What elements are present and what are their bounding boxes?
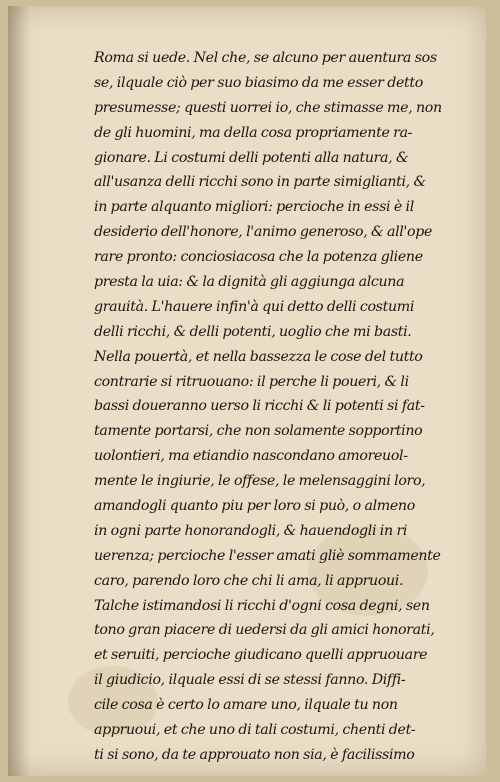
text-line: amandogli quanto piu per loro si può, o almeno [94, 498, 415, 515]
text-line: uerenza; percioche l'esser amati gliè sommamente [94, 547, 441, 564]
text-line: rare pronto: conciosiacosa che la potenza gliene [94, 249, 423, 266]
text-line: gionare. Li costumi delli potenti alla natura, & [94, 149, 409, 166]
text-line: tono gran piacere di uedersi da gli amici honorati, [94, 622, 435, 639]
text-line: Nella pouertà, et nella bassezza le cose del tutto [94, 348, 423, 365]
text-line: uolontieri, ma etiandio nascondano amoreuol- [94, 448, 408, 465]
text-line: cile cosa è certo lo amare uno, ilquale tu non [94, 697, 398, 714]
text-line: bassi doueranno uerso li ricchi & li potenti si fat- [94, 398, 425, 415]
page-gutter-shadow [8, 6, 30, 776]
text-line: tamente portarsi, che non solamente sopportino [94, 423, 423, 440]
text-line: caro, parendo loro che chi li ama, li appruoui. [94, 572, 404, 589]
text-line: contrarie si ritruouano: il perche li poueri, & li [94, 373, 409, 390]
text-line: in parte alquanto migliori: percioche in essi è il [94, 199, 414, 216]
text-line: mente le ingiurie, le offese, le melensaggini loro, [94, 473, 426, 490]
text-line: Talche istimandosi li ricchi d'ogni cosa degni, sen [94, 597, 430, 614]
text-line: Roma si uede. Nel che, se alcuno per auentura sos [94, 50, 437, 66]
text-line: all'usanza delli ricchi sono in parte simiglianti, & [94, 174, 426, 191]
text-line: de gli huomini, ma della cosa propriamente ra- [94, 124, 413, 141]
text-line: appruoui, et che uno di tali costumi, chenti det- [94, 722, 416, 739]
text-line: il giudicio, ilquale essi di se stessi fanno. Diffi- [94, 672, 406, 689]
text-line: desiderio dell'honore, l'animo generoso, & all'ope [94, 224, 432, 241]
book-page [8, 6, 486, 776]
text-line: delli ricchi, & delli potenti, uoglio che mi basti. [94, 323, 412, 340]
text-line: ti si sono, da te approuato non sia, è facilissimo [94, 746, 415, 763]
body-text [94, 46, 470, 768]
text-line: presta la uia: & la dignità gli aggiunga alcuna [94, 274, 405, 291]
text-line: et seruiti, percioche giudicano quelli appruouare [94, 647, 428, 664]
text-line: in ogni parte honorandogli, & hauendogli in ri [94, 522, 408, 539]
text-line: presumesse; questi uorrei io, che stimasse me, non [94, 99, 442, 116]
text-line: grauità. L'hauere infin'à qui detto delli costumi [94, 298, 415, 315]
text-line: se, ilquale ciò per suo biasimo da me esser detto [94, 74, 423, 91]
